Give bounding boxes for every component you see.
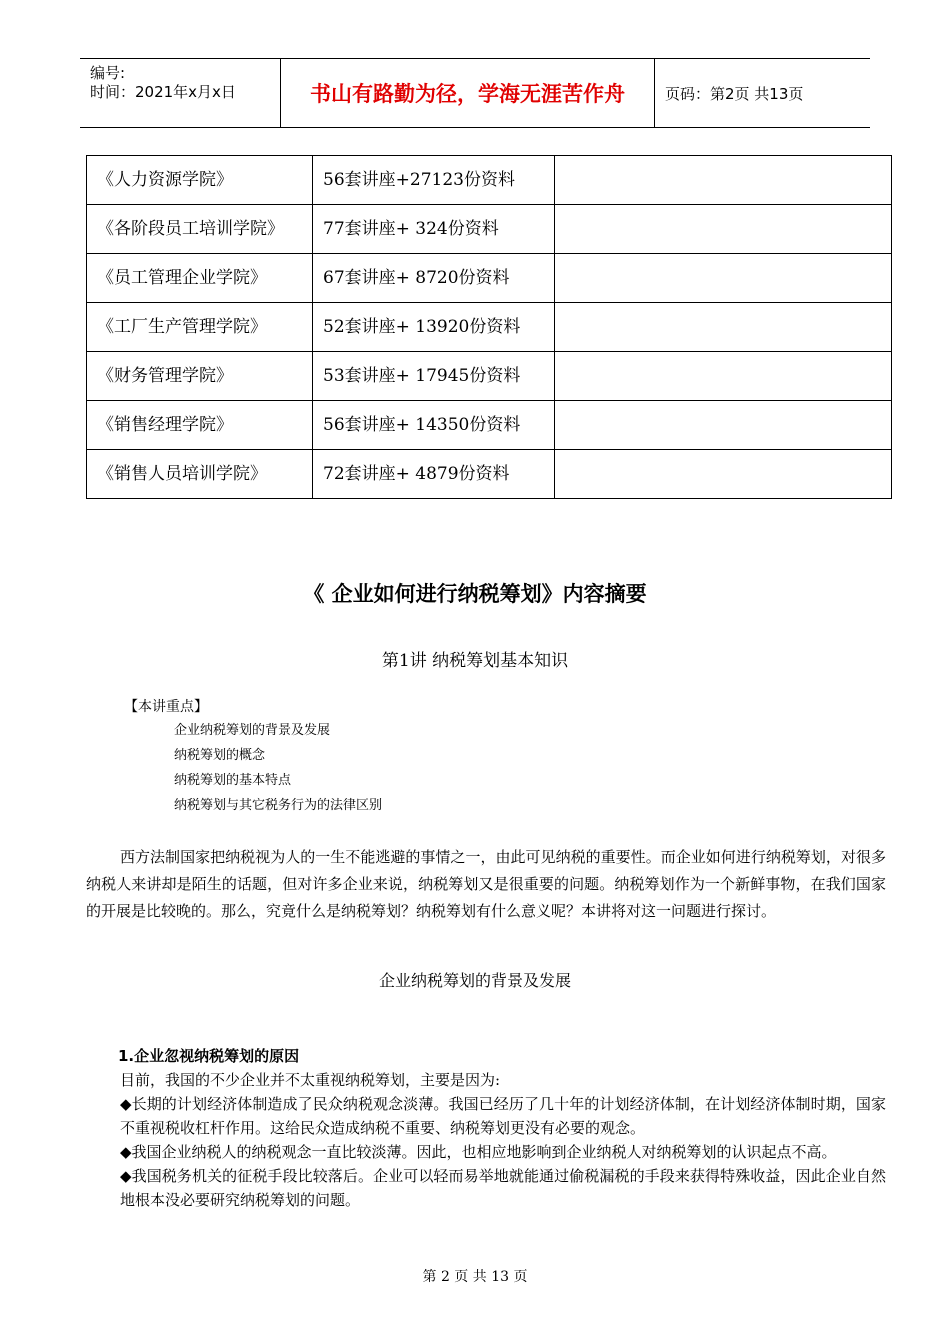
- table-cell-count: 77套讲座+ 324份资料: [313, 205, 555, 254]
- time-label: 时间：2021年x月x日: [90, 83, 236, 101]
- bullet-paragraph: ◆我国企业纳税人的纳税观念一直比较淡薄。因此，也相应地影响到企业纳税人对纳税筹划的认识起点不高。: [120, 1143, 837, 1161]
- table-cell-extra: [555, 254, 892, 303]
- lecture-title: 第1讲 纳税筹划基本知识: [381, 651, 569, 671]
- table-cell-name: 《员工管理企业学院》: [87, 254, 313, 303]
- table-cell-count: 67套讲座+ 8720份资料: [313, 254, 555, 303]
- header-meta: [80, 59, 280, 127]
- table-row: [87, 401, 892, 450]
- table-cell-count: 72套讲座+ 4879份资料: [313, 450, 555, 499]
- table-cell-count: 53套讲座+ 17945份资料: [313, 352, 555, 401]
- table-cell-count: 52套讲座+ 13920份资料: [313, 303, 555, 352]
- table-cell-extra: [555, 205, 892, 254]
- table-row: [87, 156, 892, 205]
- intro-paragraph: 西方法制国家把纳税视为人的一生不能逃避的事情之一，由此可见纳税的重要性。而企业如何进行纳税筹划，对很多纳税人来讲却是陌生的话题，但对许多企业来说，纳税筹划又是很重要的问题。纳税筹划作为一个新鲜事物，在我们国家的开展是比较晚的。那么，究竟什么是纳税筹划？纳税筹划有什么意义呢？本讲将对这一问题进行探讨。: [86, 848, 886, 920]
- header-motto-cell: [280, 59, 655, 127]
- table-cell-extra: [555, 352, 892, 401]
- page-header: [80, 58, 870, 128]
- bullet-paragraph: ◆我国税务机关的征税手段比较落后。企业可以轻而易举地就能通过偷税漏税的手段来获得特殊收益，因此企业自然地根本没必要研究纳税筹划的问题。: [120, 1167, 886, 1209]
- table-cell-extra: [555, 450, 892, 499]
- lead-sentence: 目前，我国的不少企业并不太重视纳税筹划，主要是因为:: [120, 1071, 501, 1089]
- key-point-item: 企业纳税筹划的背景及发展: [174, 723, 331, 738]
- resource-table-body: [87, 156, 892, 499]
- page-footer: 第 2 页 共 13 页: [422, 1269, 528, 1285]
- table-row: [87, 352, 892, 401]
- table-cell-name: 《各阶段员工培训学院》: [87, 205, 313, 254]
- resource-table: [86, 155, 892, 499]
- page-info: 页码：第2页 共13页: [665, 84, 804, 103]
- table-row: [87, 254, 892, 303]
- section-title: 企业纳税筹划的背景及发展: [378, 971, 571, 990]
- document-title: 《 企业如何进行纳税筹划》内容摘要: [303, 582, 647, 606]
- key-points-heading: 【本讲重点】: [124, 699, 208, 715]
- key-point-item: 纳税筹划的概念: [174, 748, 266, 763]
- table-cell-extra: [555, 303, 892, 352]
- table-row: [87, 450, 892, 499]
- table-cell-name: 《销售人员培训学院》: [87, 450, 313, 499]
- number-label: 编号:: [90, 64, 126, 82]
- table-cell-name: 《销售经理学院》: [87, 401, 313, 450]
- key-point-item: 纳税筹划与其它税务行为的法律区别: [174, 798, 383, 813]
- motto: 书山有路勤为径，学海无涯苦作舟: [310, 82, 625, 106]
- table-cell-extra: [555, 156, 892, 205]
- table-row: [87, 205, 892, 254]
- reasons-block: [86, 1068, 886, 1212]
- key-point-item: 纳税筹划的基本特点: [174, 773, 292, 788]
- table-cell-name: 《财务管理学院》: [87, 352, 313, 401]
- table-row: [87, 303, 892, 352]
- table-cell-extra: [555, 401, 892, 450]
- header-page-cell: [655, 59, 870, 127]
- table-cell-name: 《工厂生产管理学院》: [87, 303, 313, 352]
- bullet-paragraph: ◆长期的计划经济体制造成了民众纳税观念淡薄。我国已经历了几十年的计划经济体制，在计划经济体制时期，国家不重视税收杠杆作用。这给民众造成纳税不重要、纳税筹划更没有必要的观念。: [120, 1095, 886, 1137]
- table-cell-count: 56套讲座+27123份资料: [313, 156, 555, 205]
- key-points-list: [174, 720, 382, 820]
- table-cell-count: 56套讲座+ 14350份资料: [313, 401, 555, 450]
- subsection-heading: 1.企业忽视纳税筹划的原因: [118, 1047, 300, 1065]
- table-cell-name: 《人力资源学院》: [87, 156, 313, 205]
